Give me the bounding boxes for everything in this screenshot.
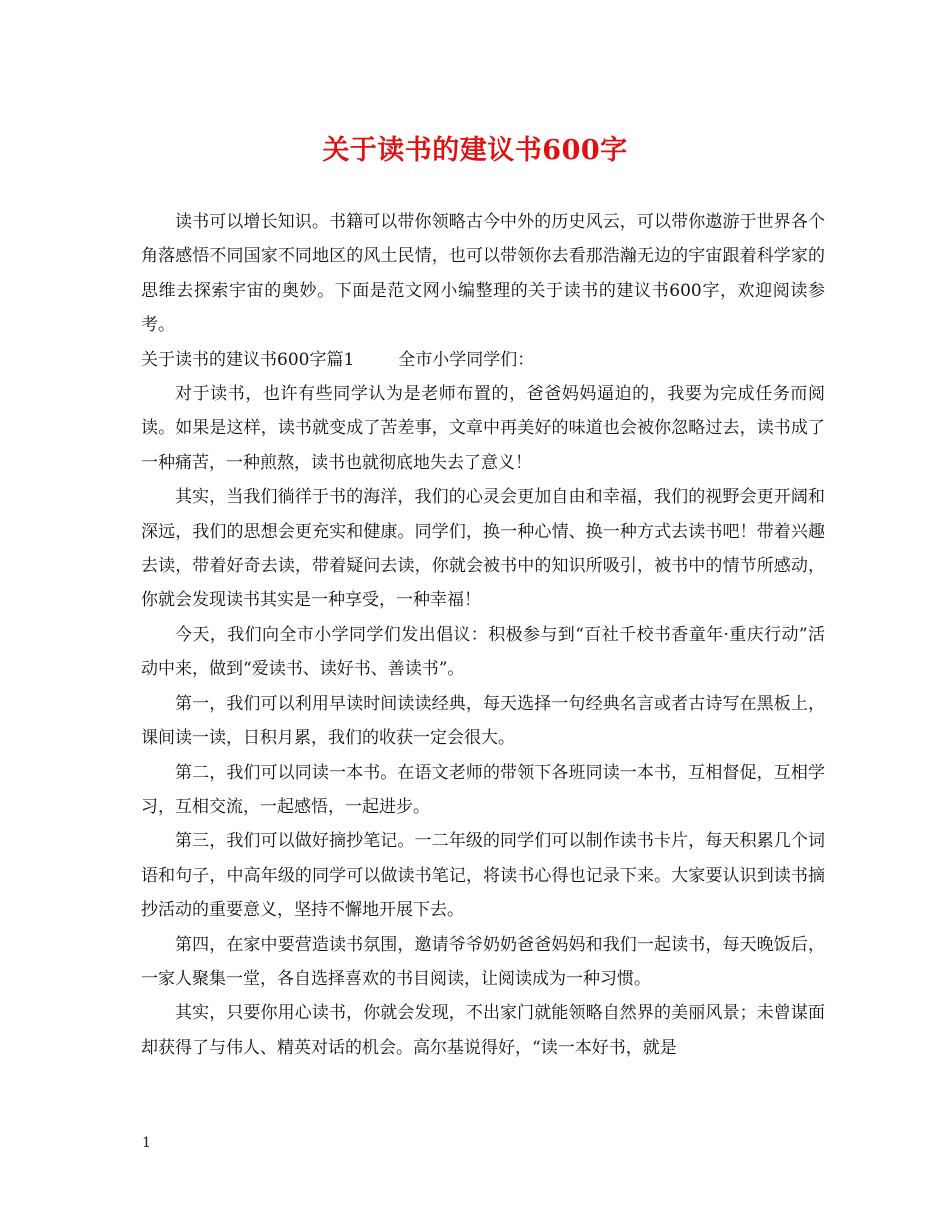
- section-heading-line: [141, 343, 825, 377]
- body-paragraph: 对于读书，也许有些同学认为是老师布置的，爸爸妈妈逼迫的，我要为完成任务而阅读。如果是这样，读书就变成了苦差事，文章中再美好的味道也会被你忽略过去，读书成了一种痛苦，一种煎熬，读书也就彻底地失去了意义！: [141, 384, 825, 473]
- body-paragraph: 第三，我们可以做好摘抄笔记。一二年级的同学们可以制作读书卡片，每天积累几个词语和句子，中高年级的同学可以做读书笔记，将读书心得也记录下来。大家要认识到读书摘抄活动的重要意义，坚持不懈地开展下去。: [141, 831, 825, 921]
- document-title: 关于读书的建议书600字: [322, 135, 628, 166]
- salutation: 全市小学同学们：: [398, 349, 535, 370]
- section-heading: 关于读书的建议书600字篇1: [141, 349, 355, 370]
- body-paragraph: 其实，只要你用心读书，你就会发现，不出家门就能领略自然界的美丽风景；未曾谋面却获得了与伟人、精英对话的机会。高尔基说得好，“读一本好书，就是: [141, 1003, 825, 1058]
- page-number: 1: [142, 1135, 151, 1151]
- body-paragraph: 第一，我们可以利用早读时间读读经典，每天选择一句经典名言或者古诗写在黑板上，课间读一读，日积月累，我们的收获一定会很大。: [141, 693, 825, 749]
- body-paragraph: 第四，在家中要营造读书氛围，邀请爷爷奶奶爸爸妈妈和我们一起读书，每天晚饭后，一家人聚集一堂，各自选择喜欢的书目阅读，让阅读成为一种习惯。: [141, 934, 825, 989]
- intro-paragraph: 读书可以增长知识。书籍可以带你领略古今中外的历史风云，可以带你遨游于世界各个角落感悟不同国家不同地区的风土民情，也可以带领你去看那浩瀚无边的宇宙跟着科学家的思维去探索宇宙的奥妙。下面是范文网小编整理的关于读书的建议书600字，欢迎阅读参考。: [141, 212, 825, 336]
- body-paragraph: 第二，我们可以同读一本书。在语文老师的带领下各班同读一本书，互相督促，互相学习，互相交流，一起感悟，一起进步。: [141, 762, 825, 817]
- body-paragraph: 其实，当我们徜徉于书的海洋，我们的心灵会更加自由和幸福，我们的视野会更开阔和深远，我们的思想会更充实和健康。同学们，换一种心情、换一种方式去读书吧！带着兴趣去读，带着好奇去读，带着疑问去读，你就会被书中的知识所吸引，被书中的情节所感动，你就会发现读书其实是一种享受，一种幸福！: [141, 487, 825, 611]
- document-body: [141, 205, 825, 1065]
- body-paragraph: 今天，我们向全市小学同学们发出倡议：积极参与到“百社千校书香童年·重庆行动”活动中来，做到“爱读书、读好书、善读书”。: [141, 624, 825, 680]
